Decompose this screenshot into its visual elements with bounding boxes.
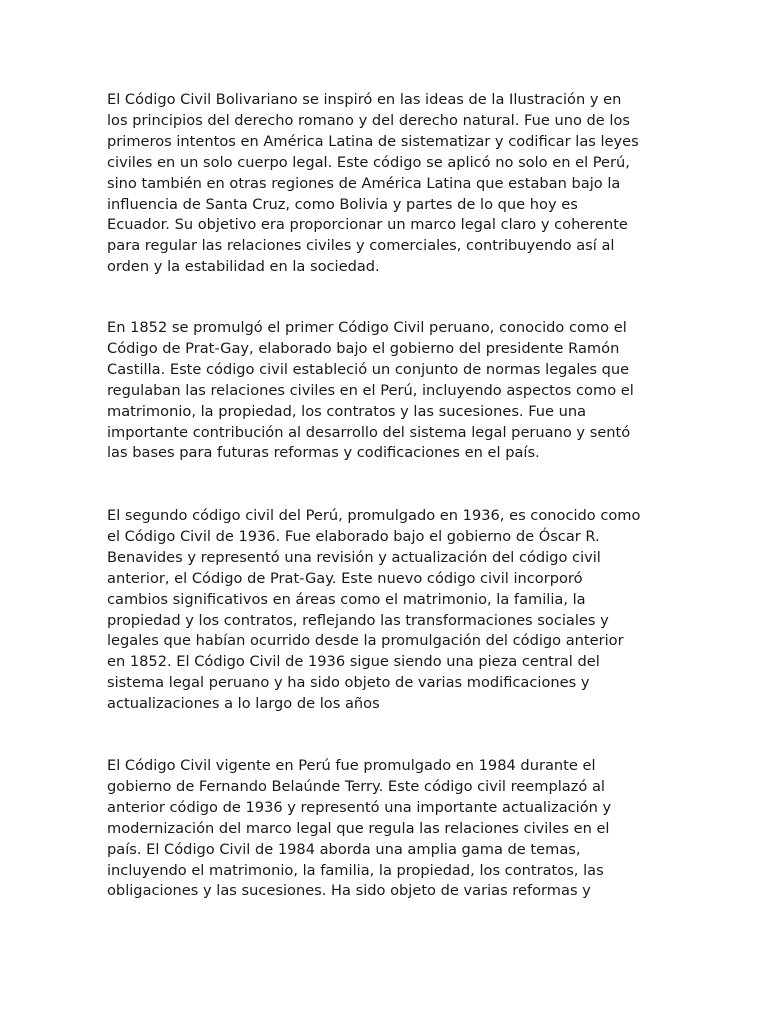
paragraph-codigo-1852: En 1852 se promulgó el primer Código Civil peruano, conocido como el Código de Prat-Gay, elaborado bajo el gobierno del presidente Ramón Castilla. Este código civil estableció un conjunto de normas legales que regulaban las relaciones civiles en el Perú, incluyendo aspectos como el matrimonio, la propiedad, los contratos y las sucesiones. Fue una importante contribución al desarrollo del sistema legal peruano y sentó las bases para futuras reformas y codificaciones en el país. bbox=[107, 319, 634, 462]
paragraph-codigo-1984: El Código Civil vigente en Perú fue promulgado en 1984 durante el gobierno de Fernando Belaúnde Terry. Este código civil reemplazó al anterior código de 1936 y representó una importante actualización y modernización del marco legal que regula las relaciones civiles en el país. El Código Civil de 1984 aborda una amplia gama de temas, incluyendo el matrimonio, la familia, la propiedad, los contratos, las obligaciones y las sucesiones. Ha sido objeto de varias reformas y bbox=[107, 757, 612, 900]
paragraph-codigo-bolivariano: El Código Civil Bolivariano se inspiró en las ideas de la Ilustración y en los principios del derecho romano y del derecho natural. Fue uno de los primeros intentos en América Latina de sistematizar y codificar las leyes civiles en un solo cuerpo legal. Este código se aplicó no solo en el Perú, sino también en otras regiones de América Latina que estaban bajo la influencia de Santa Cruz, como Bolivia y partes de lo que hoy es Ecuador. Su objetivo era proporcionar un marco legal claro y coherente para regular las relaciones civiles y comerciales, contribuyendo así al orden y la estabilidad en la sociedad. bbox=[107, 91, 639, 276]
paragraph-codigo-1936: El segundo código civil del Perú, promulgado en 1936, es conocido como el Código Civil de 1936. Fue elaborado bajo el gobierno de Óscar R. Benavides y representó una revisión y actualización del código civil anterior, el Código de Prat-Gay. Este nuevo código civil incorporó cambios significativos en áreas como el matrimonio, la familia, la propiedad y los contratos, reflejando las transformaciones sociales y legales que habían ocurrido desde la promulgación del código anterior en 1852. El Código Civil de 1936 sigue siendo una pieza central del sistema legal peruano y ha sido objeto de varias modificaciones y actualizaciones a lo largo de los años bbox=[107, 507, 641, 713]
